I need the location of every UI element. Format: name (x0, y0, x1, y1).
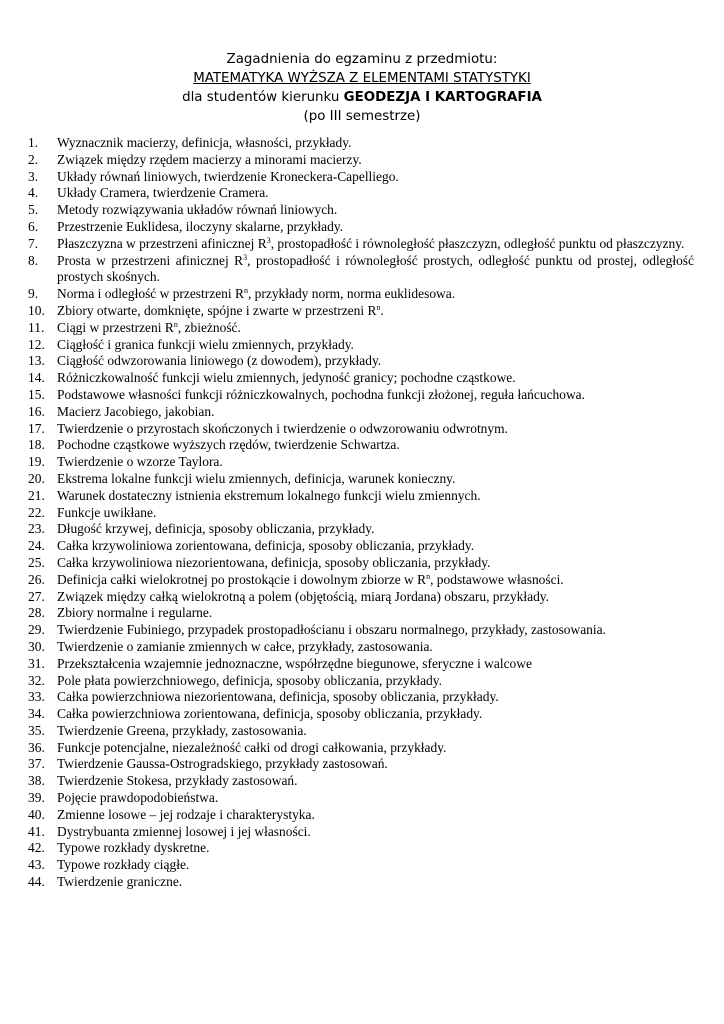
topic-number: 31. (28, 655, 45, 671)
topic-text (57, 286, 455, 301)
topic-item (28, 706, 694, 723)
topic-number: 9. (28, 286, 39, 302)
topic-item (28, 790, 694, 807)
topic-number: 41. (28, 823, 45, 839)
topic-text: Macierz Jacobiego, jakobian. (57, 403, 215, 419)
topic-item (28, 337, 694, 354)
topic-item (28, 185, 694, 202)
topic-text: Warunek dostateczny istnienia ekstremum lokalnego funkcji wielu zmiennych. (57, 487, 481, 503)
topic-item (28, 488, 694, 505)
topic-item (28, 152, 694, 169)
topic-text-part: Płaszczyzna w przestrzeni afinicznej R (57, 235, 267, 251)
topic-text: Twierdzenie o zamianie zmiennych w całce, przykłady, zastosowania. (57, 638, 433, 654)
header-line-1: Zagadnienia do egzaminu z przedmiotu: (226, 52, 498, 67)
topic-text-part: , podstawowe własności. (430, 571, 564, 587)
space-dimension-superscript: 3 (243, 252, 248, 262)
topic-number: 15. (28, 386, 45, 402)
topic-number: 40. (28, 806, 45, 822)
topic-item (28, 673, 694, 690)
topic-text: Całka krzywoliniowa niezorientowana, definicja, sposoby obliczania, przykłady. (57, 554, 491, 570)
topic-number: 22. (28, 504, 45, 520)
topic-text: Przekształcenia wzajemnie jednoznaczne, współrzędne biegunowe, sferyczne i walcowe (57, 655, 532, 671)
topic-number: 25. (28, 554, 45, 570)
topic-text: Zbiory normalne i regularne. (57, 605, 213, 621)
topic-number: 5. (28, 202, 39, 218)
topic-text: Pochodne cząstkowe wyższych rzędów, twierdzenie Schwartza. (57, 437, 400, 453)
topic-item (28, 404, 694, 421)
topic-text: Twierdzenie Stokesa, przykłady zastosowań. (57, 773, 298, 789)
topic-number: 11. (28, 319, 45, 335)
topic-text-part: , zbieżność. (177, 319, 241, 335)
topic-item (28, 773, 694, 790)
topic-item (28, 622, 694, 639)
topic-text-part: , przykłady norm, norma euklidesowa. (247, 286, 456, 302)
topic-number: 27. (28, 588, 45, 604)
topic-text-part: , prostopadłość i równoległość prostych, odległość punktu od prostej, odległość prostych skośnych. (57, 252, 695, 285)
topic-text: Pole płata powierzchniowego, definicja, sposoby obliczania, przykłady. (57, 672, 442, 688)
topic-number: 19. (28, 454, 45, 470)
topic-number: 24. (28, 538, 45, 554)
topic-number: 2. (28, 151, 39, 167)
topic-item (28, 135, 694, 152)
topic-number: 17. (28, 420, 45, 436)
topic-text: Wyznacznik macierzy, definicja, własności, przykłady. (57, 135, 352, 150)
topic-item (28, 219, 694, 236)
topic-text: Twierdzenie Fubiniego, przypadek prostopadłościanu i obszaru normalnego, przykłady, zastosowania. (57, 622, 606, 638)
semester-note: (po III semestrze) (303, 109, 421, 124)
topic-number: 6. (28, 218, 39, 234)
topic-number: 38. (28, 773, 45, 789)
topic-text: Metody rozwiązywania układów równań liniowych. (57, 202, 338, 218)
topic-number: 36. (28, 739, 45, 755)
topic-number: 7. (28, 235, 39, 251)
topic-text: Całka powierzchniowa niezorientowana, definicja, sposoby obliczania, przykłady. (57, 689, 499, 705)
topic-number: 21. (28, 487, 45, 503)
topic-item (28, 505, 694, 522)
topic-number: 32. (28, 672, 45, 688)
topic-number: 44. (28, 874, 45, 890)
topic-item (28, 572, 694, 589)
topic-item (28, 370, 694, 387)
topic-text: Ciągłość i granica funkcji wielu zmiennych, przykłady. (57, 336, 354, 352)
topic-number: 10. (28, 302, 45, 318)
topic-item (28, 740, 694, 757)
topic-item (28, 421, 694, 438)
topic-text: Twierdzenie graniczne. (57, 874, 183, 890)
topic-number: 39. (28, 790, 45, 806)
topic-number: 18. (28, 437, 45, 453)
topic-text-part: . (380, 302, 384, 318)
topic-text: Pojęcie prawdopodobieństwa. (57, 790, 219, 806)
topic-number: 28. (28, 605, 45, 621)
topic-item (28, 286, 694, 303)
topic-item (28, 253, 694, 287)
topic-text: Funkcje uwikłane. (57, 504, 157, 520)
space-dimension-superscript: n (376, 302, 381, 312)
topic-number: 3. (28, 168, 39, 184)
topic-list (28, 135, 694, 891)
topic-number: 26. (28, 571, 45, 587)
topic-number: 35. (28, 722, 45, 738)
topic-text: Związek między rzędem macierzy a minorami macierzy. (57, 151, 362, 167)
topic-number: 12. (28, 336, 45, 352)
topic-text: Dystrybuanta zmiennej losowej i jej własności. (57, 823, 311, 839)
topic-item (28, 471, 694, 488)
topic-number: 8. (28, 252, 39, 268)
topic-text: Twierdzenie Greena, przykłady, zastosowania. (57, 722, 307, 738)
topic-item (28, 236, 694, 253)
space-dimension-superscript: n (173, 319, 178, 329)
topic-number: 29. (28, 622, 45, 638)
topic-item (28, 857, 694, 874)
header-line-3 (0, 88, 724, 107)
topic-item (28, 756, 694, 773)
document-header (0, 50, 724, 126)
topic-text (57, 303, 384, 318)
topic-item (28, 437, 694, 454)
topic-text: Twierdzenie o wzorze Taylora. (57, 454, 223, 470)
topic-number: 30. (28, 638, 45, 654)
header-line-3-prefix: dla studentów kierunku (182, 90, 344, 105)
topic-text-part: Definicja całki wielokrotnej po prostokącie i dowolnym zbiorze w R (57, 571, 427, 587)
topic-text-part: Norma i odległość w przestrzeni R (57, 286, 244, 302)
topic-number: 23. (28, 521, 45, 537)
topic-text: Ciągłość odwzorowania liniowego (z dowodem), przykłady. (57, 353, 382, 369)
topic-text: Ekstrema lokalne funkcji wielu zmiennych, definicja, warunek konieczny. (57, 470, 456, 486)
topic-item (28, 303, 694, 320)
topic-item (28, 874, 694, 891)
topic-number: 20. (28, 470, 45, 486)
topic-text: Przestrzenie Euklidesa, iloczyny skalarne, przykłady. (57, 218, 344, 234)
topic-number: 42. (28, 840, 45, 856)
topic-item (28, 538, 694, 555)
topic-text: Podstawowe własności funkcji różniczkowalnych, pochodna funkcji złożonej, reguła łańcuchowa. (57, 386, 585, 402)
topic-text-part: Ciągi w przestrzeni R (57, 319, 174, 335)
topic-number: 37. (28, 756, 45, 772)
topic-item (28, 555, 694, 572)
space-dimension-superscript: n (426, 571, 431, 581)
topic-number: 4. (28, 185, 39, 201)
topic-number: 33. (28, 689, 45, 705)
topic-text: Układy równań liniowych, twierdzenie Kroneckera-Capelliego. (57, 168, 399, 184)
space-dimension-superscript: 3 (266, 235, 271, 245)
topic-text: Długość krzywej, definicja, sposoby obliczania, przykłady. (57, 521, 375, 537)
topic-text: Typowe rozkłady ciągłe. (57, 857, 190, 873)
topic-text: Całka powierzchniowa zorientowana, definicja, sposoby obliczania, przykłady. (57, 706, 483, 722)
topic-text: Całka krzywoliniowa zorientowana, definicja, sposoby obliczania, przykłady. (57, 538, 475, 554)
topic-text: Funkcje potencjalne, niezależność całki od drogi całkowania, przykłady. (57, 739, 447, 755)
topic-number: 1. (28, 135, 39, 150)
topic-text-part: Zbiory otwarte, domknięte, spójne i zwarte w przestrzeni R (57, 302, 377, 318)
space-dimension-superscript: n (243, 286, 248, 296)
topic-text (57, 253, 694, 285)
topic-text: Twierdzenie o przyrostach skończonych i twierdzenie o odwzorowaniu odwrotnym. (57, 420, 508, 436)
topic-number: 16. (28, 403, 45, 419)
topic-text (57, 320, 241, 335)
topic-number: 14. (28, 370, 45, 386)
topic-item (28, 639, 694, 656)
topic-item (28, 202, 694, 219)
topic-item (28, 824, 694, 841)
topic-item (28, 589, 694, 606)
topic-text: Typowe rozkłady dyskretne. (57, 840, 210, 856)
topic-item (28, 689, 694, 706)
topic-item (28, 521, 694, 538)
topic-item (28, 656, 694, 673)
topic-number: 34. (28, 706, 45, 722)
topic-text-part: , prostopadłość i równoległość płaszczyzn, odległość punktu od płaszczyzny. (270, 235, 685, 251)
topic-number: 43. (28, 857, 45, 873)
topic-item (28, 454, 694, 471)
topic-item (28, 353, 694, 370)
topic-text: Zmienne losowe – jej rodzaje i charakterystyka. (57, 806, 315, 822)
topic-text (57, 236, 684, 251)
topic-text-part: Prosta w przestrzeni afinicznej R (57, 252, 244, 268)
topic-text (57, 572, 564, 587)
topic-number: 13. (28, 353, 45, 369)
topic-item (28, 387, 694, 404)
topic-item (28, 840, 694, 857)
topic-item (28, 605, 694, 622)
topic-text: Związek między całką wielokrotną a polem (objętością, miarą Jordana) obszaru, przykłady. (57, 588, 550, 604)
field-of-study: GEODEZJA I KARTOGRAFIA (343, 90, 542, 105)
topic-text: Twierdzenie Gaussa-Ostrogradskiego, przykłady zastosowań. (57, 756, 388, 772)
topic-text: Układy Cramera, twierdzenie Cramera. (57, 185, 269, 201)
topic-item (28, 723, 694, 740)
topic-text: Różniczkowalność funkcji wielu zmiennych, jedyność granicy; pochodne cząstkowe. (57, 370, 516, 386)
topic-item (28, 169, 694, 186)
topic-item (28, 320, 694, 337)
course-title: MATEMATYKA WYŻSZA Z ELEMENTAMI STATYSTYKI (193, 71, 531, 86)
topic-item (28, 807, 694, 824)
